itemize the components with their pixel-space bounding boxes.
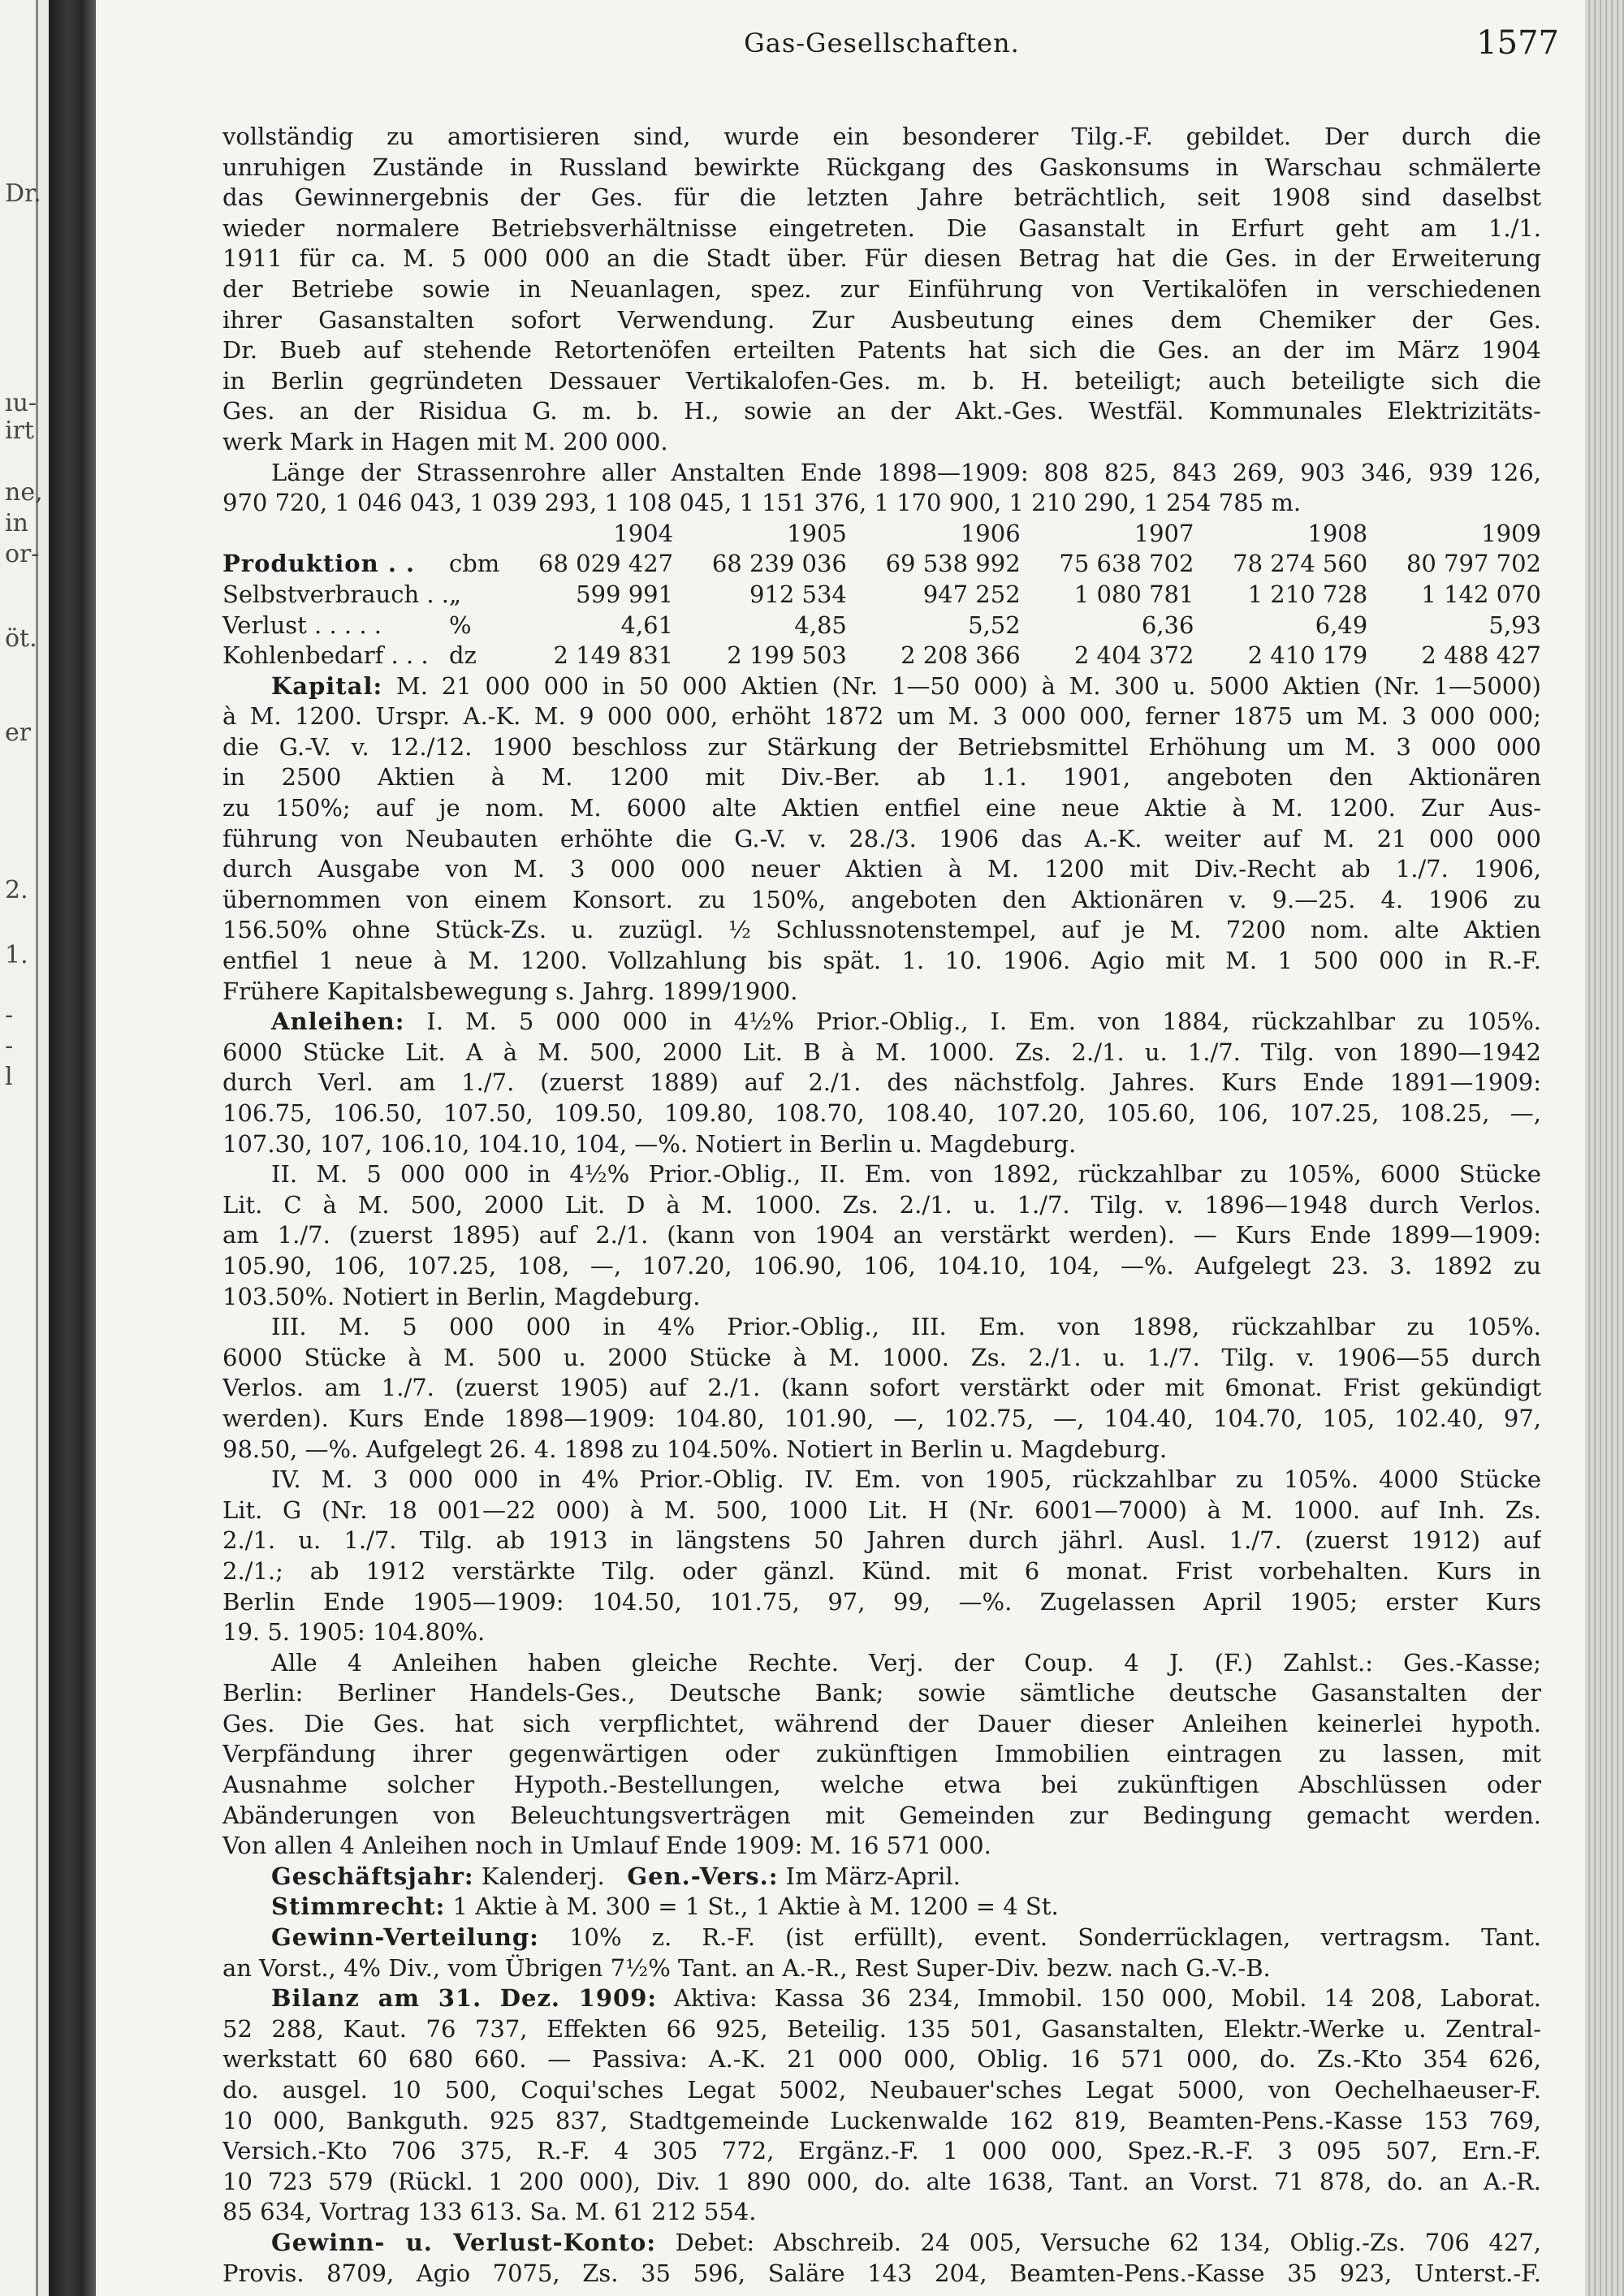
text-line: Lit. C à M. 500, 2000 Lit. D à M. 1000. Zs. 2./1. u. 1./7. Tilg. v. 1896—1948 durch Verlos. [222,1190,1541,1219]
table-row [222,549,1541,580]
table-cell: 599 991 [576,580,674,608]
running-header [222,24,1559,65]
table-cell: 2 410 179 [1247,641,1368,670]
text-run: 1 Aktie à M. 300 = 1 St., 1 Aktie à M. 1200 = 4 St. [445,1892,1059,1921]
margin-fragment: l [5,1063,13,1091]
year-header: 1908 [1307,519,1368,547]
text-line: 970 720, 1 046 043, 1 039 293, 1 108 045, 1 151 376, 1 170 900, 1 210 290, 1 254 785 m. [222,489,1302,517]
text-line: in 2500 Aktien à M. 1200 mit Div.-Ber. ab 1.1. 1901, angeboten den Aktionären [222,763,1541,792]
year-header: 1905 [787,519,847,547]
page-number: 1577 [1476,24,1559,62]
anleihen-section [222,1007,1541,1038]
section-label: Gewinn- u. Verlust-Konto: [271,2228,657,2256]
text-line: an Vorst., 4% Div., vom Übrigen 7½% Tant. an A.-R., Rest Super-Div. bezw. nach G.-V.-B. [222,1953,1271,1982]
table-cell: 5,52 [968,611,1021,639]
text-line: 6000 Stücke à M. 500 u. 2000 Stücke à M. 1000. Zs. 2./1. u. 1./7. Tilg. v. 1906—55 durch [222,1343,1541,1371]
table-row [222,641,1541,671]
margin-fragment: 1. [5,941,28,969]
row-label: Verlust . . . . . [222,611,382,639]
margin-fragment: öt. [5,624,37,653]
kapital-section [222,671,1541,702]
text-line: III. M. 5 000 000 in 4% Prior.-Oblig., III. Em. von 1898, rückzahlbar zu 105%. [271,1313,1541,1341]
text-line: à M. 1200. Urspr. A.-K. M. 9 000 000, erhöht 1872 um M. 3 000 000, ferner 1875 um M. 3 000 000; [222,702,1541,731]
text-line: 156.50% ohne Stück-Zs. u. zuzügl. ½ Schlussnotenstempel, auf je M. 7200 nom. alte Aktien [222,916,1541,944]
year-header: 1907 [1134,519,1194,547]
section-label: Gewinn-Verteilung: [271,1923,539,1952]
text-line: durch Verl. am 1./7. (zuerst 1889) auf 2./1. des nächstfolg. Jahres. Kurs Ende 1891—1909: [222,1068,1541,1097]
text-line: das Gewinnergebnis der Ges. für die letzten Jahre beträchtlich, seit 1908 sind daselbst [222,183,1541,212]
gewinn-verteilung-section [222,1923,1541,1953]
row-label: Produktion . . [222,550,416,578]
text-run: Im März-April. [778,1862,961,1890]
table-cell: 75 638 702 [1059,550,1194,578]
text-line: werk Mark in Hagen mit M. 200 000. [222,427,668,455]
text-line: Berlin: Berliner Handels-Ges., Deutsche Bank; sowie sämtliche deutsche Gasanstalten der [222,1679,1541,1707]
table-row [222,580,1541,611]
text-line: 19. 5. 1905: 104.80%. [222,1618,486,1646]
margin-fragment: - [5,1001,14,1029]
text-line: in Berlin gegründeten Dessauer Vertikalofen-Ges. m. b. H. beteiligt; auch beteiligte sich die [222,366,1541,395]
text-line: 10 000, Bankguth. 925 837, Stadtgemeinde Luckenwalde 162 819, Beamten-Pens.-Kasse 153 769, [222,2106,1541,2134]
text-line: 6000 Stücke Lit. A à M. 500, 2000 Lit. B à M. 1000. Zs. 2./1. u. 1./7. Tilg. von 1890—1942 [222,1038,1541,1066]
right-page-edges [1585,0,1624,2296]
year-header: 1906 [960,519,1021,547]
table-row [222,611,1541,641]
margin-fragment: - [5,1032,14,1060]
text-run: Kalenderj. [473,1862,605,1890]
text-line: am 1./7. (zuerst 1895) auf 2./1. (kann von 1904 an verstärkt werden). — Kurs Ende 1899—1909: [222,1221,1541,1249]
margin-fragment: 2. [5,876,28,904]
text-line: 2./1. u. 1./7. Tilg. ab 1913 in längstens 50 Jahren durch jährl. Ausl. 1./7. (zuerst 1912) auf [222,1526,1541,1555]
row-label: Kohlenbedarf . . . [222,641,429,670]
text-line: Verlos. am 1./7. (zuerst 1905) auf 2./1. (kann sofort verstärkt oder mit 6monat. Frist gekündigt [222,1374,1541,1402]
text-line: entfiel 1 neue à M. 1200. Vollzahlung bis spät. 1. 10. 1906. Agio mit M. 1 500 000 in R.-F. [222,947,1541,975]
row-unit: cbm [449,550,500,578]
gewinn-verlust-section [222,2228,1541,2259]
text-line: ihrer Gasanstalten sofort Verwendung. Zur Ausbeutung eines dem Chemiker der Ges. [222,305,1541,334]
section-label: Geschäftsjahr: [271,1862,474,1890]
section-label: Bilanz am 31. Dez. 1909: [271,1984,658,2013]
table-cell: 912 534 [749,580,847,608]
text-line: unruhigen Zustände in Russland bewirkte Rückgang des Gaskonsums in Warschau schmälerte [222,153,1541,181]
text-line: werden). Kurs Ende 1898—1909: 104.80, 101.90, —, 102.75, —, 104.40, 104.70, 105, 102.40, 97, [222,1404,1541,1432]
text-line: Ges. Die Ges. hat sich verpflichtet, während der Dauer dieser Anleihen keinerlei hypoth. [222,1709,1541,1737]
bilanz-section [222,1983,1541,2014]
text-line: 1911 für ca. M. 5 000 000 an die Stadt über. Für diesen Betrag hat die Ges. in der Erweiterung [222,244,1541,273]
text-run: M. 21 000 000 in 50 000 Aktien (Nr. 1—50 000) à M. 300 u. 5000 Aktien (Nr. 1—5000) [382,671,1541,700]
production-table [222,519,1541,671]
margin-fragment: er [5,719,32,747]
text-line: Provis. 8709, Agio 7075, Zs. 35 596, Saläre 143 204, Beamten-Pens.-Kasse 35 923, Unterst.-F. [222,2259,1541,2287]
table-cell: 69 538 992 [885,550,1021,578]
text-line: 105.90, 106, 107.25, 108, —, 107.20, 106.90, 106, 104.10, 104, —%. Aufgelegt 23. 3. 1892 zu [222,1251,1541,1280]
text-line: Alle 4 Anleihen haben gleiche Rechte. Verj. der Coup. 4 J. (F.) Zahlst.: Ges.-Kasse; [271,1648,1541,1677]
page [96,0,1585,2296]
text-line: Länge der Strassenrohre aller Anstalten Ende 1898—1909: 808 825, 843 269, 903 346, 939 126, [271,458,1541,486]
section-label: Anleihen: [271,1008,405,1036]
text-line: zu 150%; auf je nom. M. 6000 alte Aktien entfiel eine neue Aktie à M. 1200. Zur Aus- [222,794,1541,822]
text-line: Von allen 4 Anleihen noch in Umlauf Ende 1909: M. 16 571 000. [222,1832,991,1860]
margin-fragment: in [5,509,28,537]
text-line: 107.30, 107, 106.10, 104.10, 104, —%. Notiert in Berlin u. Magdeburg. [222,1129,1077,1158]
left-page-edge [0,0,43,2296]
text-line: Lit. G (Nr. 18 001—22 000) à M. 500, 1000 Lit. H (Nr. 6001—7000) à M. 1000. auf Inh. Zs. [222,1495,1541,1524]
text-line: 103.50%. Notiert in Berlin, Magdeburg. [222,1282,701,1310]
section-label: Kapital: [271,671,383,700]
text-line: führung von Neubauten erhöhte die G.-V. v. 28./3. 1906 das A.-K. weiter auf M. 21 000 000 [222,824,1541,852]
text-line: 2./1.; ab 1912 verstärkte Tilg. oder gänzl. Künd. mit 6 monat. Frist vorbehalten. Kurs in [222,1556,1541,1585]
table-cell: 2 199 503 [727,641,847,670]
text-run: Aktiva: Kassa 36 234, Immobil. 150 000, Mobil. 14 208, Laborat. [657,1984,1541,2013]
margin-fragment: or- [5,540,40,568]
text-line: durch Ausgabe von M. 3 000 000 neuer Aktien à M. 1200 mit Div.-Recht ab 1./7. 1906, [222,855,1541,883]
row-label: Selbstverbrauch . . [222,580,449,608]
table-cell: 1 142 070 [1421,580,1541,608]
margin-fragment: Dr. [5,179,41,208]
text-run: I. M. 5 000 000 in 4½% Prior.-Oblig., I. Em. von 1884, rückzahlbar zu 105%. [404,1008,1541,1036]
table-cell: 1 080 781 [1073,580,1194,608]
text-line: der Betriebe sowie in Neuanlagen, spez. zur Einführung von Vertikalöfen in verschiedenen [222,274,1541,303]
table-cell: 2 149 831 [553,641,674,670]
table-cell: 4,85 [794,611,847,639]
text-line: 98.50, —%. Aufgelegt 26. 4. 1898 zu 104.50%. Notiert in Berlin u. Magdeburg. [222,1435,1168,1463]
stimmrecht-line [222,1892,1541,1923]
table-cell: 4,61 [620,611,674,639]
margin-fragment: irt [5,416,34,445]
text-line: Ges. an der Risidua G. m. b. H., sowie an der Akt.-Ges. Westfäl. Kommunales Elektrizitäts- [222,397,1541,425]
text-line: do. ausgel. 10 500, Coqui'sches Legat 5002, Neubauer'sches Legat 5000, von Oechelhaeuser-F. [222,2076,1541,2104]
table-cell: 78 274 560 [1233,550,1368,578]
text-line: vollständig zu amortisieren sind, wurde ein besonderer Tilg.-F. gebildet. Der durch die [222,123,1541,150]
row-unit: % [449,611,472,639]
text-line: wieder normalere Betriebsverhältnisse eingetreten. Die Gasanstalt in Erfurt geht am 1./1. [222,214,1541,242]
text-line: II. M. 5 000 000 in 4½% Prior.-Oblig., II. Em. von 1892, rückzahlbar zu 105%, 6000 Stücke [271,1160,1541,1189]
page-content [222,24,1559,2289]
text-line: die G.-V. v. 12./12. 1900 beschloss zur Stärkung der Betriebsmittel Erhöhung um M. 3 000 000 [222,732,1541,761]
table-cell: 6,49 [1315,611,1368,639]
section-label: Gen.-Vers.: [627,1862,779,1890]
text-line: 106.75, 106.50, 107.50, 109.50, 109.80, 108.70, 108.40, 107.20, 105.60, 106, 107.25, 108.25, —, [222,1099,1541,1127]
text-line: Ausnahme solcher Hypoth.-Bestellungen, welche etwa bei zukünftigen Abschlüssen oder [222,1771,1541,1799]
text-run: Debet: Abschreib. 24 005, Versuche 62 134, Oblig.-Zs. 706 427, [656,2228,1541,2256]
text-line: Versich.-Kto 706 375, R.-F. 4 305 772, Ergänz.-F. 1 000 000, Spez.-R.-F. 3 095 507, Ern.-F. [222,2137,1541,2165]
year-header: 1909 [1481,519,1541,547]
year-header: 1904 [613,519,674,547]
table-cell: 2 404 372 [1073,641,1194,670]
text-line: IV. M. 3 000 000 in 4% Prior.-Oblig. IV. Em. von 1905, rückzahlbar zu 105%. 4000 Stücke [271,1465,1541,1494]
geschaeftsjahr-line [222,1862,1541,1892]
row-unit: dz [449,641,477,670]
text-run: 10% z. R.-F. (ist erfüllt), event. Sonderrücklagen, vertragsm. Tant. [538,1923,1541,1952]
table-cell: 1 210 728 [1247,580,1368,608]
margin-fragment: ne, [5,478,43,507]
section-label: Stimmrecht: [271,1892,446,1921]
row-unit: „ [449,580,462,608]
text-line: Frühere Kapitalsbewegung s. Jahrg. 1899/1900. [222,977,798,1005]
text-line: 52 288, Kaut. 76 737, Effekten 66 925, Beteilig. 135 501, Gasanstalten, Elektr.-Werke u. Zentral- [222,2014,1541,2043]
text-line: 85 634, Vortrag 133 613. Sa. M. 61 212 554. [222,2198,757,2226]
margin-fragment: ıu- [5,389,37,417]
text-line: Dr. Bueb auf stehende Retortenöfen erteilten Patents hat sich die Ges. an der im März 1904 [222,336,1541,365]
running-title: Gas-Gesellschaften. [744,28,1020,58]
table-cell: 5,93 [1488,611,1541,639]
article-body [222,122,1541,2289]
table-cell: 2 488 427 [1421,641,1541,670]
table-header-row [222,519,1541,550]
table-cell: 947 252 [922,580,1021,608]
table-cell: 6,36 [1141,611,1194,639]
text-line: Abänderungen von Beleuchtungsverträgen mit Gemeinden zur Bedingung gemacht werden. [222,1801,1541,1829]
book-binding [49,0,96,2296]
text-line: Verpfändung ihrer gegenwärtigen oder zukünftigen Immobilien eintragen zu lassen, mit [222,1740,1541,1768]
text-line: werkstatt 60 680 660. — Passiva: A.-K. 21 000 000, Oblig. 16 571 000, do. Zs.-Kto 354 626, [222,2045,1541,2074]
table-cell: 68 239 036 [711,550,847,578]
table-cell: 68 029 427 [538,550,674,578]
table-cell: 80 797 702 [1406,550,1541,578]
text-line: übernommen von einem Konsort. zu 150%, angeboten den Aktionären v. 9.—25. 4. 1906 zu [222,885,1541,913]
text-line: Berlin Ende 1905—1909: 104.50, 101.75, 97, 99, —%. Zugelassen April 1905; erster Kurs [222,1587,1541,1616]
text-line: 10 723 579 (Rückl. 1 200 000), Div. 1 890 000, do. alte 1638, Tant. an Vorst. 71 878, do. an A.-R. [222,2167,1541,2195]
table-cell: 2 208 366 [901,641,1021,670]
